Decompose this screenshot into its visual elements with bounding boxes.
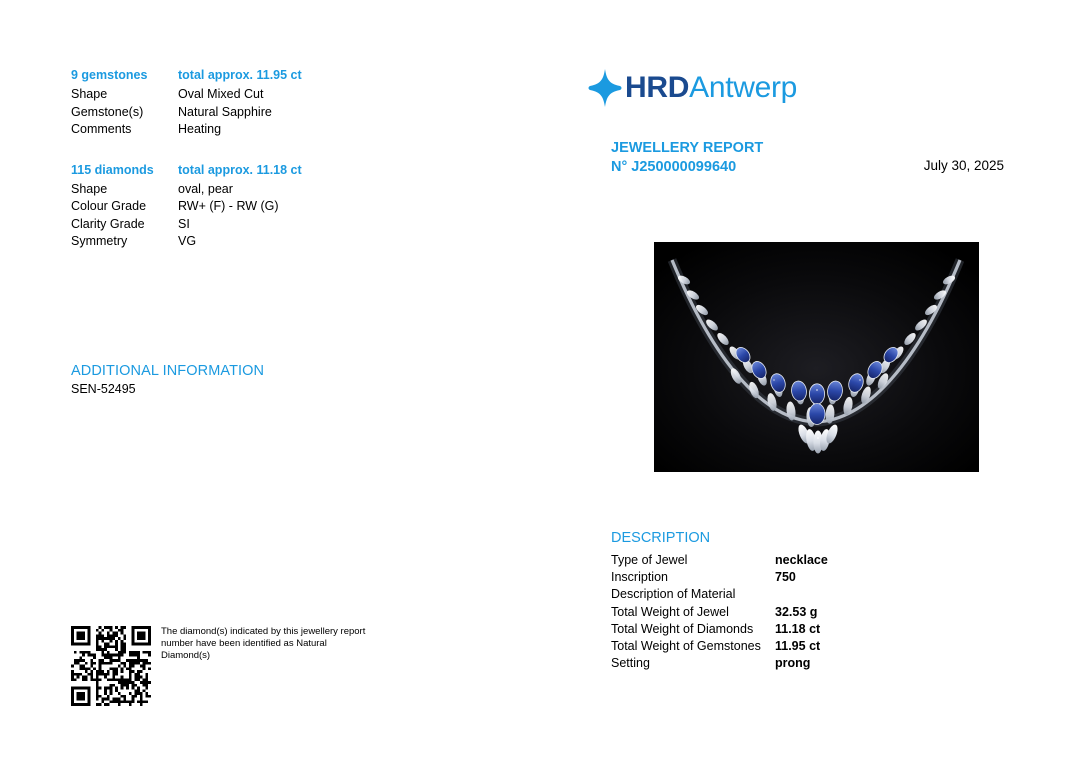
gemstone-row-shape — [71, 86, 401, 104]
logo-text-hrd: HRD — [625, 71, 690, 104]
gemstone-total-weight: total approx. 11.95 ct — [178, 68, 302, 82]
diamond-colour-value: RW+ (F) - RW (G) — [178, 199, 279, 213]
desc-value-setting: prong — [775, 656, 811, 671]
desc-label-gemstone-weight: Total Weight of Gemstones — [611, 639, 761, 654]
gemstone-comments-label: Comments — [71, 122, 132, 136]
report-heading — [611, 139, 763, 177]
diamond-row-colour — [71, 198, 401, 216]
diamond-spec-header — [71, 161, 401, 180]
gemstone-type-value: Natural Sapphire — [178, 104, 272, 119]
gemstone-shape-label: Shape — [71, 87, 108, 101]
gemstone-spec-block — [71, 66, 401, 139]
gemstone-spec-header — [71, 66, 401, 85]
desc-value-jewel-weight: 32.53 g — [775, 604, 818, 619]
desc-row-gemstone-weight — [611, 638, 1011, 655]
desc-label-material: Description of Material — [611, 587, 736, 602]
description-title: DESCRIPTION — [611, 530, 711, 546]
jewellery-photo — [654, 242, 979, 472]
desc-label-inscription: Inscription — [611, 570, 668, 585]
additional-information-value: SEN-52495 — [71, 382, 136, 396]
desc-label-diamond-weight: Total Weight of Diamonds — [611, 621, 754, 636]
diamond-clarity-label: Clarity Grade — [71, 216, 145, 231]
diamond-row-shape — [71, 181, 401, 199]
logo-text-antwerp: Antwerp — [689, 71, 798, 104]
desc-label-jewel-weight: Total Weight of Jewel — [611, 604, 729, 619]
diamond-symmetry-value: VG — [178, 234, 197, 248]
gemstone-row-comments — [71, 121, 401, 139]
sparkle-icon — [585, 68, 625, 108]
report-title: JEWELLERY REPORT — [611, 140, 764, 156]
additional-information-section — [71, 362, 451, 397]
desc-label-type: Type of Jewel — [611, 553, 688, 567]
desc-row-material — [611, 586, 1011, 603]
diamond-total-weight: total approx. 11.18 ct — [178, 162, 302, 177]
diamond-clarity-value: SI — [178, 216, 190, 231]
diamond-count-label: 115 diamonds — [71, 162, 154, 177]
desc-row-diamond-weight — [611, 621, 1011, 638]
qr-code[interactable] — [71, 626, 151, 706]
desc-row-setting — [611, 655, 1011, 672]
diamond-spec-block — [71, 161, 401, 251]
gemstone-count-label: 9 gemstones — [71, 68, 148, 82]
desc-value-type: necklace — [775, 553, 828, 567]
qr-note-text: The diamond(s) indicated by this jewellery report number have been identified as Natural Diamond(s) — [161, 626, 366, 661]
diamond-row-clarity — [71, 216, 401, 234]
desc-row-inscription — [611, 569, 1011, 586]
report-date: July 30, 2025 — [923, 158, 1004, 173]
hrd-antwerp-logo — [585, 68, 797, 108]
specifications-column — [71, 66, 401, 251]
description-section — [611, 528, 1011, 672]
gemstone-row-type — [71, 104, 401, 122]
diamond-shape-label: Shape — [71, 181, 108, 196]
desc-row-type — [611, 552, 1011, 569]
gemstone-type-label: Gemstone(s) — [71, 104, 144, 119]
desc-value-inscription: 750 — [775, 570, 796, 585]
gemstone-comments-value: Heating — [178, 122, 222, 136]
diamond-colour-label: Colour Grade — [71, 199, 147, 213]
diamond-symmetry-label: Symmetry — [71, 234, 128, 248]
desc-value-diamond-weight: 11.18 ct — [775, 621, 821, 636]
logo-wordmark — [625, 72, 797, 104]
qr-section — [71, 626, 366, 706]
additional-information-title: ADDITIONAL INFORMATION — [71, 363, 265, 379]
desc-row-jewel-weight — [611, 604, 1011, 621]
desc-value-gemstone-weight: 11.95 ct — [775, 639, 821, 654]
desc-label-setting: Setting — [611, 656, 650, 671]
diamond-row-symmetry — [71, 233, 401, 251]
gemstone-shape-value: Oval Mixed Cut — [178, 87, 264, 101]
report-number: N° J250000099640 — [611, 159, 737, 175]
diamond-shape-value: oval, pear — [178, 181, 233, 196]
